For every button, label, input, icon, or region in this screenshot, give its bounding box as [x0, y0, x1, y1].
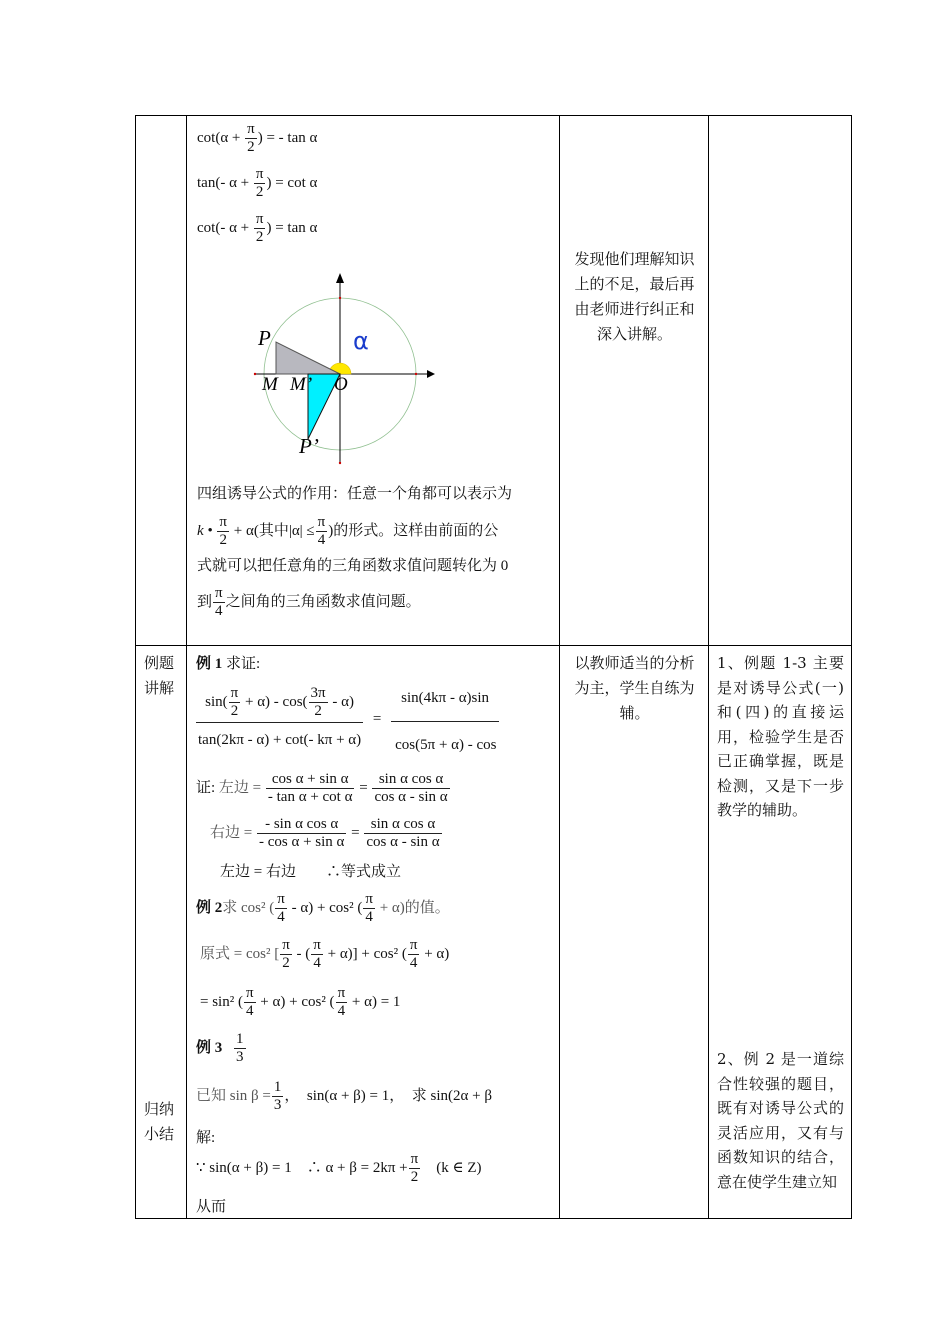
paragraph-line-1: 四组诱导公式的作用：任意一个角都可以表示为: [197, 486, 513, 502]
table-col-divider-3: [708, 115, 709, 1219]
fraction: $\frac{\text{sin α cos α}}{\text{cos α - sin α}}$: [374, 771, 448, 805]
example-1-lhs-denominator: tan(2kπ - α) + cot(- kπ + α): [198, 731, 362, 748]
table-border-left: [135, 115, 136, 1219]
example-1-rhs-numerator: sin(4kπ - α)sin: [391, 679, 498, 722]
formula-1-rhs: ) = - tan α: [257, 129, 318, 146]
formula-1: [197, 121, 317, 156]
fraction: $\frac{\pi}{4}$: [409, 937, 418, 971]
row1-content-cell: [197, 121, 557, 641]
row1-teacher-cell: 发现他们理解知识上的不足，最后再由老师进行纠正和深入讲解。: [574, 250, 695, 343]
fraction: $\frac{\pi}{4}$: [245, 985, 254, 1019]
lesson-table: [135, 115, 852, 1219]
example-2-step-2: = sin² ( $\frac{\pi}{4}$ + α) + cos² ( $\frac{\pi}{4}$ + α) = 1: [200, 985, 401, 1019]
axis-mark: [415, 373, 417, 375]
paragraph-line-3: 式就可以把任意角的三角函数求值问题转化为 0: [197, 558, 509, 574]
label-p-prime: P’: [299, 434, 319, 458]
example-1-rhs: [391, 679, 498, 758]
triangle-opm: [276, 342, 340, 374]
fraction: $\frac{\pi}{4}$: [337, 985, 346, 1019]
formula-2-lhs: tan(- α +: [197, 174, 253, 191]
fraction: $\frac{\pi}{4}$: [215, 585, 223, 619]
example-1-lhs-numerator: sin( $\frac{\pi}{2}$ + α) - cos( $\frac{3\pi}{2}$ - α): [196, 685, 363, 723]
fraction: $\frac{1}{3}$: [236, 1031, 244, 1065]
example-1-title: 例 1 求证:: [196, 656, 261, 672]
fraction: $\frac{\pi}{2}$: [247, 121, 255, 155]
formula-3: [197, 211, 317, 246]
example-1-rhs-denominator: cos(5π + α) - cos: [395, 737, 497, 753]
paragraph-line-4: 到 $\frac{\pi}{4}$ 之间角的三角函数求值问题。: [197, 585, 421, 619]
fraction: $\frac{\text{- sin α cos α}}{\text{- cos α + sin α}}$: [258, 816, 345, 850]
fraction: $\frac{\pi}{2}$: [230, 684, 239, 719]
k-symbol: k •: [197, 522, 213, 539]
table-border-bottom: [135, 1218, 852, 1219]
example-3-title: 例 3 $\frac{1}{3}$: [196, 1031, 244, 1065]
solution-label: 解:: [196, 1130, 216, 1146]
formula-3-lhs: cot(- α +: [197, 219, 253, 236]
label-summary: 归纳小结: [144, 1100, 175, 1143]
paragraph-line-2-end: )的形式。这样由前面的公: [328, 522, 499, 539]
paragraph-line-2-mid: + α(其中|α| ≤: [233, 522, 315, 539]
label-m-prime: M’: [290, 374, 313, 395]
table-row-divider: [135, 645, 852, 646]
label-m: M: [262, 374, 278, 395]
fraction: $\frac{\pi}{2}$: [282, 937, 290, 971]
unit-circle-diagram: [217, 271, 437, 481]
proof-conclusion: 左边 = 右边 ∴等式成立: [220, 864, 401, 880]
axis-mark: [254, 373, 256, 375]
fraction: $\frac{\pi}{2}$: [410, 1151, 419, 1185]
example-1-lhs: [196, 685, 363, 753]
fraction: $\frac{\pi}{2}$: [219, 514, 227, 548]
fraction: $\frac{1}{3}$: [273, 1079, 282, 1113]
fraction: $\frac{\pi}{2}$: [255, 211, 264, 245]
table-col-divider-1: [186, 115, 187, 1219]
fraction: $\frac{\text{cos α + sin α}}{\text{- tan α + cot α}}$: [267, 771, 353, 805]
formula-2-rhs: ) = cot α: [266, 174, 318, 191]
fraction: $\frac{\text{sin α cos α}}{\text{cos α - sin α}}$: [366, 816, 440, 850]
paragraph-line-2: [197, 514, 498, 549]
formula-2: [197, 166, 317, 201]
proof-right-line: 右边 = $\frac{\text{- sin α cos α}}{\text{- cos α + sin α}}$ = $\frac{\text{sin α cos α}}{\text{cos α - sin α}}$: [210, 816, 440, 850]
label-o: O: [334, 374, 348, 395]
formula-1-lhs: cot(α +: [197, 129, 245, 146]
fraction: $\frac{3\pi}{2}$: [310, 684, 326, 719]
label-examples: 例题讲解: [144, 654, 175, 697]
note-1: 1、例题 1-3 主要是对诱导公式(一)和(四)的直接运用，检验学生是否已正确掌握，既是检测，又是下一步教学的辅助。: [717, 654, 844, 819]
solution-continuation: 从而: [196, 1199, 227, 1215]
example-1-equation: sin( $\frac{\pi}{2}$ + α) - cos( $\frac{3\pi}{2}$ - α) tan(2kπ - α) + cot(- kπ + α) = $\frac{\sin(4k\pi - \alpha)\sin}{\cos(5\pi + \alpha) - \cos}$: [196, 679, 499, 758]
fraction: $\frac{\pi}{4}$: [317, 514, 326, 548]
axis-mark: [339, 462, 341, 464]
table-col-divider-2: [559, 115, 560, 1219]
example-3-given: 已知 sin β = $\frac{1}{3}$ ， sin(α + β) = 1， 求 sin(2α + β: [196, 1079, 492, 1113]
fraction: $\frac{\pi}{4}$: [277, 891, 285, 925]
solution-line: ∵ sin(α + β) = 1 ∴ α + β = 2kπ + $\frac{\pi}{2}$ (k ∈ Z): [196, 1151, 482, 1185]
table-border-top: [135, 115, 852, 116]
label-p: P: [258, 326, 271, 350]
row2-method-cell: 以教师适当的分析为主，学生自练为辅。: [574, 654, 695, 722]
fraction: $\frac{\pi}{2}$: [255, 166, 264, 200]
fraction: $\frac{\pi}{4}$: [313, 937, 321, 971]
row2-content-cell: [196, 651, 558, 1216]
table-border-right: [851, 115, 852, 1219]
axis-mark: [339, 297, 341, 299]
x-axis-arrow: [427, 370, 435, 378]
formula-3-rhs: ) = tan α: [266, 219, 318, 236]
note-2: 2、例 2 是一道综合性较强的题目，既有对诱导公式的灵活应用，又有与函数知识的结合，意在使学生建立知: [717, 1050, 844, 1191]
example-2-statement: 例 2求 cos² ( $\frac{\pi}{4}$ - α) + cos² ( $\frac{\pi}{4}$ + α)的值。: [196, 891, 450, 925]
y-axis-arrow: [336, 273, 344, 283]
proof-left-line: 证: 左边 = $\frac{\text{cos α + sin α}}{\text{- tan α + cot α}}$ = $\frac{\text{sin α cos α}}{\text{cos α - sin α}}$: [196, 771, 448, 805]
example-2-step-1: 原式 = cos² [ $\frac{\pi}{2}$ - ( $\frac{\pi}{4}$ + α)] + cos² ( $\frac{\pi}{4}$ + α): [200, 937, 450, 971]
label-alpha: α: [353, 327, 369, 355]
fraction: $\frac{\pi}{4}$: [365, 891, 373, 925]
